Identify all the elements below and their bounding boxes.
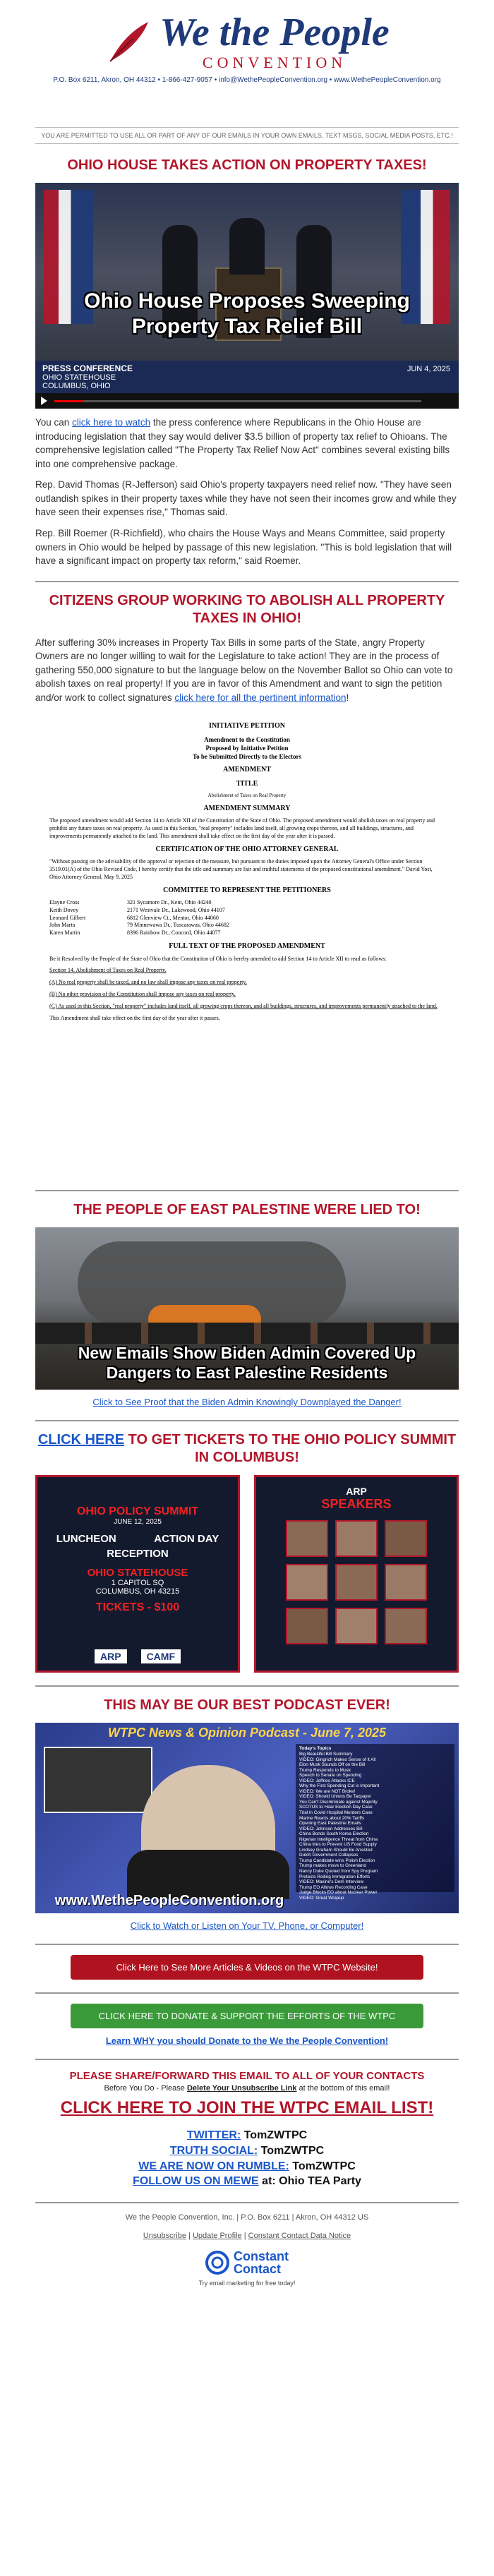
share-section xyxy=(35,2070,459,2118)
abolish-p-before: After suffering 30% increases in Property Tax Bills in some parts of the State, angry Property Owners are no longer willing to wait for the Legislature to take action! They are in the process of gathering 550,000 signature to but the language below on the November Ballot so Ohio can vote to abolish taxes on real property! If you are in favor of this Amendment and want to sign the petition and/or work to collect signatures xyxy=(35,637,453,703)
flyer-title: OHIO POLICY SUMMIT xyxy=(76,1505,199,1518)
podcast-url: www.WethePeopleConvention.org xyxy=(54,1893,284,1909)
flyer-tickets: TICKETS - $100 xyxy=(95,1601,180,1614)
section-heading-abolish-taxes: CITIZENS GROUP WORKING TO ABOLISH ALL PROPERTY TAXES IN OHIO! xyxy=(49,592,445,626)
rundown-item: Trial in Covid Hospital Murders Case xyxy=(299,1810,373,1815)
video-headline xyxy=(35,289,459,339)
divider xyxy=(35,2059,459,2060)
summit-flyer-right[interactable] xyxy=(254,1475,459,1673)
doc-title-value: Abolishment of Taxes on Real Property xyxy=(207,793,287,799)
update-profile-link[interactable]: Update Profile xyxy=(192,2231,242,2240)
rundown-item: Judge Blocks EO about Nuclear Power xyxy=(299,1890,378,1896)
policy-summit-tickets-link[interactable]: CLICK HERE xyxy=(37,1432,125,1448)
committee-row xyxy=(49,899,445,907)
speaker-photo xyxy=(335,1564,378,1601)
committee-row xyxy=(49,929,445,937)
arp-logo: ARP xyxy=(95,1649,127,1663)
logo-title: We the People xyxy=(159,11,390,54)
train-cars xyxy=(35,1323,459,1344)
initiative-petition-document[interactable] xyxy=(35,711,459,1177)
section-heading-property-taxes: OHIO HOUSE TAKES ACTION ON PROPERTY TAXES! xyxy=(67,157,427,173)
rundown-item: Big Beautiful Bill Summary xyxy=(299,1751,353,1757)
rundown-item: VIDEO: Should Unions Be Taxpayer xyxy=(299,1794,372,1800)
image-headline xyxy=(35,1344,459,1383)
more-articles-button[interactable]: Click Here to See More Articles & Videos on the WTPC Website! xyxy=(71,1955,423,1980)
doc-full3: (A) No real property shall be taxed, and no law shall impose any taxes on real property. xyxy=(49,979,247,986)
doc-full1: Be it Resolved by the People of the State of Ohio that the Constitution of Ohio is hereby amended to add Section 14 to Article XII to read as follows: xyxy=(49,955,387,962)
rundown-item: Marine Reacts about 20% Tariffs xyxy=(299,1815,365,1821)
divider xyxy=(35,2202,459,2203)
truth-social-link[interactable]: TRUTH SOCIAL: xyxy=(169,2145,258,2157)
cc-line2: Contact xyxy=(234,2261,281,2276)
quill-icon xyxy=(104,18,154,67)
p1-after: the press conference where Republicans in the Ohio House are introducing legislation that they say would deliver $3.5 billion of property tax relief to Ohioans. The comprehensive legislation called "The Property Tax Relief Now Act" combines several existing bills into one comprehensive package. xyxy=(35,417,450,469)
east-palestine-proof-link[interactable]: Click to See Proof that the Biden Admin Knowingly Downplayed the Danger! xyxy=(92,1397,402,1408)
footer xyxy=(35,2213,459,2287)
learn-why-donate-link[interactable]: Learn WHY you should Donate to the We the People Convention! xyxy=(105,2035,389,2047)
footer-links: Unsubscribe | Update Profile | Constant Contact Data Notice xyxy=(143,2231,351,2240)
news-inset xyxy=(44,1747,152,1813)
committee-name: Karen Martin xyxy=(49,929,80,937)
progress-bar[interactable] xyxy=(54,400,421,402)
rumble-link[interactable]: WE ARE NOW ON RUMBLE: xyxy=(138,2160,289,2172)
policy-summit-heading-rest: TO GET TICKETS TO THE OHIO POLICY SUMMIT IN COLUMBUS! xyxy=(124,1432,457,1466)
flyer-reception: RECEPTION xyxy=(107,1548,169,1560)
rundown-item: Nancy Duke Quoted from Spy Program xyxy=(299,1869,378,1874)
doc-full4: (B) No other provision of the Constitution shall impose any taxes on real property. xyxy=(49,990,236,997)
flyer-luncheon: LUNCHEON xyxy=(56,1533,116,1546)
host-shirt xyxy=(127,1850,289,1899)
video-headline-line2: Property Tax Relief Bill xyxy=(131,315,363,338)
rundown-item: Nigerian Intelligence Threat from China xyxy=(299,1836,378,1842)
rundown-item: VIDEO: Gingrich Makes Sense of it All xyxy=(299,1757,376,1762)
doc-amendment: AMENDMENT xyxy=(223,766,271,774)
east-palestine-image[interactable] xyxy=(35,1227,459,1390)
constant-contact-icon xyxy=(205,2251,229,2275)
divider xyxy=(35,1420,459,1421)
email-body xyxy=(35,0,459,2287)
podcast-thumbnail[interactable] xyxy=(35,1723,459,1913)
doc-committee-heading: COMMITTEE TO REPRESENT THE PETITIONERS xyxy=(163,886,331,894)
speaker-figure-2 xyxy=(229,218,265,275)
doc-sub1: Amendment to the Constitution xyxy=(204,735,290,743)
video-headline-line1: Ohio House Proposes Sweeping xyxy=(84,289,410,313)
social-links xyxy=(35,2128,459,2189)
share-line: PLEASE SHARE/FORWARD THIS EMAIL TO ALL OF YOUR CONTACTS xyxy=(69,2070,425,2083)
speaker-photo xyxy=(385,1608,427,1644)
abolish-paragraph xyxy=(35,636,459,705)
rundown-item: Speech to Senate on Spending xyxy=(299,1773,362,1778)
rundown-item: Why the First Spending Cut is Important xyxy=(299,1783,380,1789)
committee-address: 79 Minnewawa Dr., Tuscarawas, Ohio 44682 xyxy=(127,922,229,929)
rundown-item: Trump Candidate wins Polish Election xyxy=(299,1858,375,1863)
summit-flyers xyxy=(35,1475,459,1673)
unsubscribe-warning xyxy=(35,2084,459,2093)
committee-address: 2171 Westvale Dr., Lakewood, Ohio 44107 xyxy=(127,906,225,913)
committee-name: Elayne Cross xyxy=(49,899,80,906)
rundown-item: VIDEO: Great Wrapup xyxy=(299,1895,344,1901)
rundown-item: China tries to Prevent US Food Supply xyxy=(299,1842,377,1848)
divider xyxy=(35,1992,459,1994)
committee-address: 8396 Rainbow Dr., Concord, Ohio 44077 xyxy=(127,929,221,937)
speaker-photo xyxy=(286,1608,328,1644)
warning-before: Before You Do - Please xyxy=(104,2084,187,2093)
divider xyxy=(35,1190,459,1191)
social-row-truth xyxy=(35,2143,459,2159)
cc-line1: Constant xyxy=(234,2249,289,2263)
doc-fulltext-heading: FULL TEXT OF THE PROPOSED AMENDMENT xyxy=(169,942,325,951)
lower-third-date: JUN 4, 2025 xyxy=(406,365,450,373)
committee-address: 6812 Glenview Ct., Mentor, Ohio 44060 xyxy=(127,914,219,921)
rumble-handle: TomZWTPC xyxy=(292,2160,356,2172)
divider xyxy=(35,581,459,582)
rundown-item: Trump EO Allows Recording Case xyxy=(299,1884,368,1890)
doc-title-label: TITLE xyxy=(236,779,258,788)
rundown-item: Protests Roiling Immigration Efforts xyxy=(299,1874,370,1879)
rundown-item: Elon Musk Sounds Off on the Bill xyxy=(299,1762,366,1768)
cc-tagline: Try email marketing for free today! xyxy=(198,2279,296,2287)
committee-address: 321 Sycamore Dr., Kent, Ohio 44240 xyxy=(127,899,212,906)
social-row-twitter xyxy=(35,2128,459,2143)
camf-logo: CAMF xyxy=(141,1649,181,1663)
lower-third-line3: COLUMBUS, OHIO xyxy=(42,382,111,390)
logo[interactable] xyxy=(35,13,459,72)
rundown-item: Dutch Government Collapses xyxy=(299,1853,359,1858)
unsubscribe-link[interactable]: Unsubscribe xyxy=(143,2231,186,2240)
podcast-banner: WTPC News & Opinion Podcast - June 7, 2025 xyxy=(107,1726,387,1740)
constant-contact-badge[interactable] xyxy=(35,2250,459,2275)
watch-press-conference-link[interactable]: click here to watch xyxy=(72,417,151,428)
podcast-watch-link[interactable]: Click to Watch or Listen on Your TV, Phone, or Computer! xyxy=(130,1920,364,1932)
warning-after: at the bottom of this email! xyxy=(296,2084,390,2093)
section-heading-policy-summit xyxy=(35,1431,459,1467)
donate-button[interactable]: CLICK HERE TO DONATE & SUPPORT THE EFFORTS OF THE WTPC xyxy=(71,2004,423,2028)
doc-summary: The proposed amendment would add Section 14 to Article XII of the Constitution of the State of Ohio. The proposed amendment would abolish taxes on real property and prohibit any future taxes on real property. As used in this Section, "real property" includes land itself, all growing crops thereon, and all buildings, structures, and improvements permanently attached to the land. This amendment shall take effect on the first day of the year after it is passed. xyxy=(49,817,435,839)
paragraph-3: Rep. Bill Roemer (R-Richfield), who chairs the House Ways and Means Committee, said property owners in Ohio would be helped by passage of this new legislation. "This is bold legislation that will have a significant impact on property tax reform," said Roemer. xyxy=(35,527,452,567)
committee-name: John Marta xyxy=(49,922,76,929)
footer-address: We the People Convention, Inc. | P.O. Box 6211 | Akron, OH 44312 US xyxy=(125,2213,369,2222)
doc-full6: This Amendment shall take effect on the first day of the year after it passes. xyxy=(49,1014,220,1021)
doc-committee-list xyxy=(49,899,445,937)
social-row-mewe xyxy=(35,2174,459,2189)
doc-cert: "Without passing on the advisability of the approval or rejection of the measure, but pursuant to the duties imposed upon the Attorney General's Office under Section 3519.01(A) of the Ohio Revised Code, I hereby certify that the title and summary are fair and truthful statements of the proposed constitutional amendment." David Yost, Ohio Attorney General, May 9, 2025 xyxy=(49,858,433,880)
speaker-photo xyxy=(286,1520,328,1557)
doc-summary-heading: AMENDMENT SUMMARY xyxy=(203,804,291,812)
rundown-item: VIDEO: Maxine's Dem Interview xyxy=(299,1879,364,1885)
flyer-date: JUNE 12, 2025 xyxy=(114,1518,162,1527)
rundown-item: SCOTUS to Hear Election Day Case xyxy=(299,1805,373,1810)
speakers-title: SPEAKERS xyxy=(321,1497,392,1512)
doc-sub3: To be Submitted Directly to the Electors xyxy=(193,753,301,761)
committee-row xyxy=(49,922,445,929)
doc-sub2: Proposed by Initiative Petition xyxy=(205,745,289,752)
join-email-list-link[interactable]: CLICK HERE TO JOIN THE WTPC EMAIL LIST! xyxy=(60,2098,434,2118)
lower-third xyxy=(35,361,459,393)
social-row-rumble xyxy=(35,2159,459,2174)
twitter-link[interactable]: TWITTER: xyxy=(186,2129,241,2142)
paragraph-2: Rep. David Thomas (R-Jefferson) said Ohio's property taxpayers need relief now. "They have seen outlandish spikes in their property taxes while they have not seen their incomes grow and while they have seen their expenses rise," Thomas said. xyxy=(35,479,457,518)
rundown-item: VIDEO: Jeffries Attacks ICE xyxy=(299,1778,355,1783)
divider xyxy=(35,1685,459,1687)
logo-subtitle: CONVENTION xyxy=(202,54,347,71)
press-conference-video-thumbnail[interactable] xyxy=(35,183,459,409)
doc-cert-heading: CERTIFICATION OF THE OHIO ATTORNEY GENERAL xyxy=(155,845,339,853)
twitter-handle: TomZWTPC xyxy=(243,2129,308,2142)
flyer-venue: OHIO STATEHOUSE xyxy=(87,1567,188,1579)
flyer-action-day: ACTION DAY xyxy=(154,1533,219,1546)
lower-third-line2: OHIO STATEHOUSE xyxy=(42,373,116,382)
rundown-item: VIDEO: Johnson Addresses Bill xyxy=(299,1826,363,1831)
speaker-photo xyxy=(385,1564,427,1601)
doc-full5: (C) As used in this Section, "real property" includes land itself, all growing crops thereon, and all buildings, structures, and improvements permanently attached to the land. xyxy=(49,1002,438,1009)
mewe-link[interactable]: FOLLOW US ON MEWE xyxy=(133,2175,259,2188)
speaker-grid xyxy=(256,1520,457,1644)
doc-title: INITIATIVE PETITION xyxy=(209,722,285,730)
paragraph-1 xyxy=(35,416,459,471)
speaker-photo xyxy=(335,1608,378,1644)
warning-bold: Delete Your Unsubscribe Link xyxy=(186,2084,297,2093)
play-icon[interactable] xyxy=(41,397,47,405)
committee-name: Leonard Gilbert xyxy=(49,914,86,921)
committee-name: Keith Dovey xyxy=(49,906,79,913)
rundown-item: You Can't Discriminate against Majority xyxy=(299,1799,378,1805)
abolish-p-after: ! xyxy=(346,692,349,703)
section-heading-podcast: THIS MAY BE OUR BEST PODCAST EVER! xyxy=(104,1697,390,1714)
committee-row xyxy=(49,915,445,922)
speaker-photo xyxy=(385,1520,427,1557)
rundown-item: China Bonds South Korea Election xyxy=(299,1831,369,1837)
header xyxy=(35,0,459,119)
permission-notice: YOU ARE PERMITTED TO USE ALL OR PART OF ANY OF OUR EMAILS IN YOUR OWN EMAILS, TEXT MSGS, SOCIAL MEDIA POSTS, ETC.! xyxy=(35,127,459,144)
rundown-item: Trump Responds to Musk xyxy=(299,1767,351,1773)
data-notice-link[interactable]: Constant Contact Data Notice xyxy=(248,2231,351,2240)
rundown-item: Today's Topics xyxy=(299,1746,332,1752)
divider xyxy=(35,1944,459,1945)
flyer-address2: COLUMBUS, OH 43215 xyxy=(95,1587,180,1596)
rundown-item: Trump makes move to Greenland xyxy=(299,1863,366,1869)
image-headline-line2: Dangers to East Palestine Residents xyxy=(106,1363,388,1382)
mewe-handle: at: Ohio TEA Party xyxy=(262,2175,361,2188)
lower-third-line1: PRESS CONFERENCE xyxy=(42,363,133,373)
image-headline-line1: New Emails Show Biden Admin Covered Up xyxy=(78,1344,416,1363)
rundown-item: Opening East Palestine Emails xyxy=(299,1821,361,1826)
pertinent-info-link[interactable]: click here for all the pertinent information xyxy=(174,692,347,703)
truth-social-handle: TomZWTPC xyxy=(260,2145,325,2157)
speakers-org: ARP xyxy=(346,1486,367,1498)
speaker-photo xyxy=(286,1564,328,1601)
video-controls[interactable] xyxy=(35,393,459,409)
flyer-address1: 1 CAPITOL SQ xyxy=(111,1579,164,1588)
podcast-rundown xyxy=(296,1744,454,1901)
contact-line: P.O. Box 6211, Akron, OH 44312 • 1-866-427-9057 • info@WethePeopleConvention.org • www.WethePeopleConvention.org xyxy=(53,76,441,84)
summit-flyer-left[interactable] xyxy=(35,1475,240,1673)
p1-before: You can xyxy=(35,417,73,428)
section-heading-east-palestine: THE PEOPLE OF EAST PALESTINE WERE LIED TO! xyxy=(73,1202,421,1218)
rundown-item: Lindsey Graham Should Be Arrested xyxy=(299,1847,373,1853)
committee-row xyxy=(49,907,445,915)
speaker-photo xyxy=(335,1520,378,1557)
rundown-item: VIDEO: We are NOT Broke! xyxy=(299,1788,356,1794)
doc-full2: Section 14. Abolishment of Taxes on Real Property. xyxy=(49,967,167,974)
